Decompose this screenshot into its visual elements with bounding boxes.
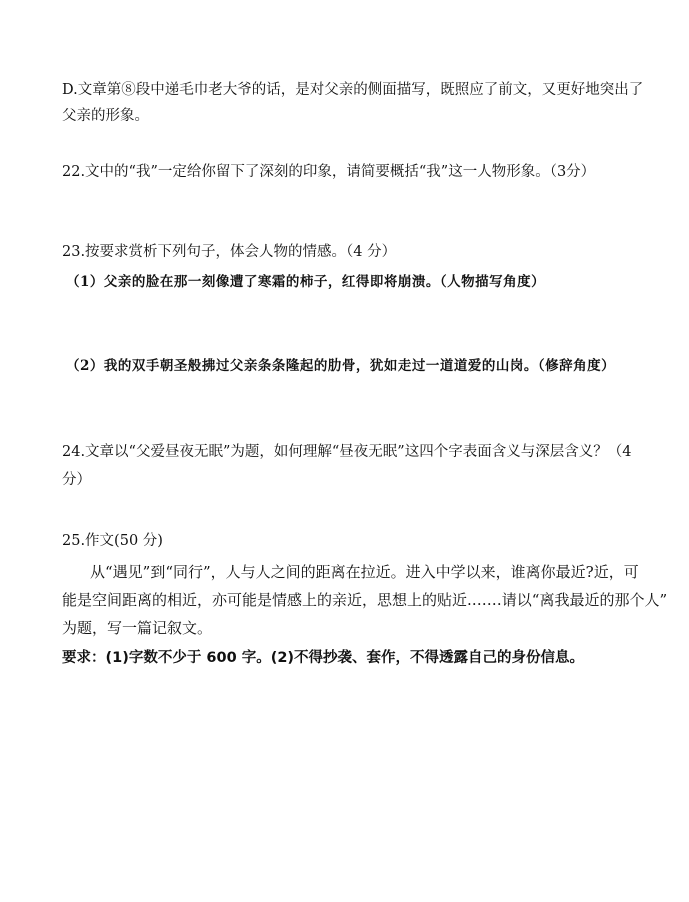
question-25-line-1: 从“遇见”到“同行”，人与人之间的距离在拉近。进入中学以来，谁离你最近?近，可 bbox=[90, 563, 639, 581]
question-24-line-1: 24.文章以“父爱昼夜无眠”为题，如何理解“昼夜无眠”这四个字表面含义与深层含义？（4 bbox=[62, 444, 632, 460]
option-d-line-1: D.文章第⑧段中递毛巾老大爷的话，是对父亲的侧面描写，既照应了前文，又更好地突出了 bbox=[62, 82, 644, 98]
option-d-line-2: 父亲的形象。 bbox=[62, 108, 149, 124]
question-23-item-2: （2）我的双手朝圣般拂过父亲条条隆起的肋骨，犹如走过一道道爱的山岗。（修辞角度） bbox=[66, 358, 616, 374]
question-22: 22.文中的“我”一定给你留下了深刻的印象，请简要概括“我”这一人物形象。（3分） bbox=[62, 164, 596, 180]
question-23-prompt: 23.按要求赏析下列句子，体会人物的情感。（4 分） bbox=[62, 244, 397, 260]
question-25-line-2: 能是空间距离的相近，亦可能是情感上的亲近，思想上的贴近.……请以“离我最近的那个人” bbox=[62, 591, 668, 609]
question-24-line-2: 分） bbox=[62, 472, 91, 488]
question-23-item-1: （1）父亲的脸在那一刻像遭了寒霜的柿子，红得即将崩溃。（人物描写角度） bbox=[66, 274, 546, 290]
question-25-line-3: 为题，写一篇记叙文。 bbox=[62, 619, 213, 637]
question-25-requirement: 要求：(1)字数不少于 600 字。(2)不得抄袭、套作，不得透露自己的身份信息。 bbox=[62, 650, 585, 666]
question-25-title: 25.作文(50 分) bbox=[62, 533, 163, 549]
